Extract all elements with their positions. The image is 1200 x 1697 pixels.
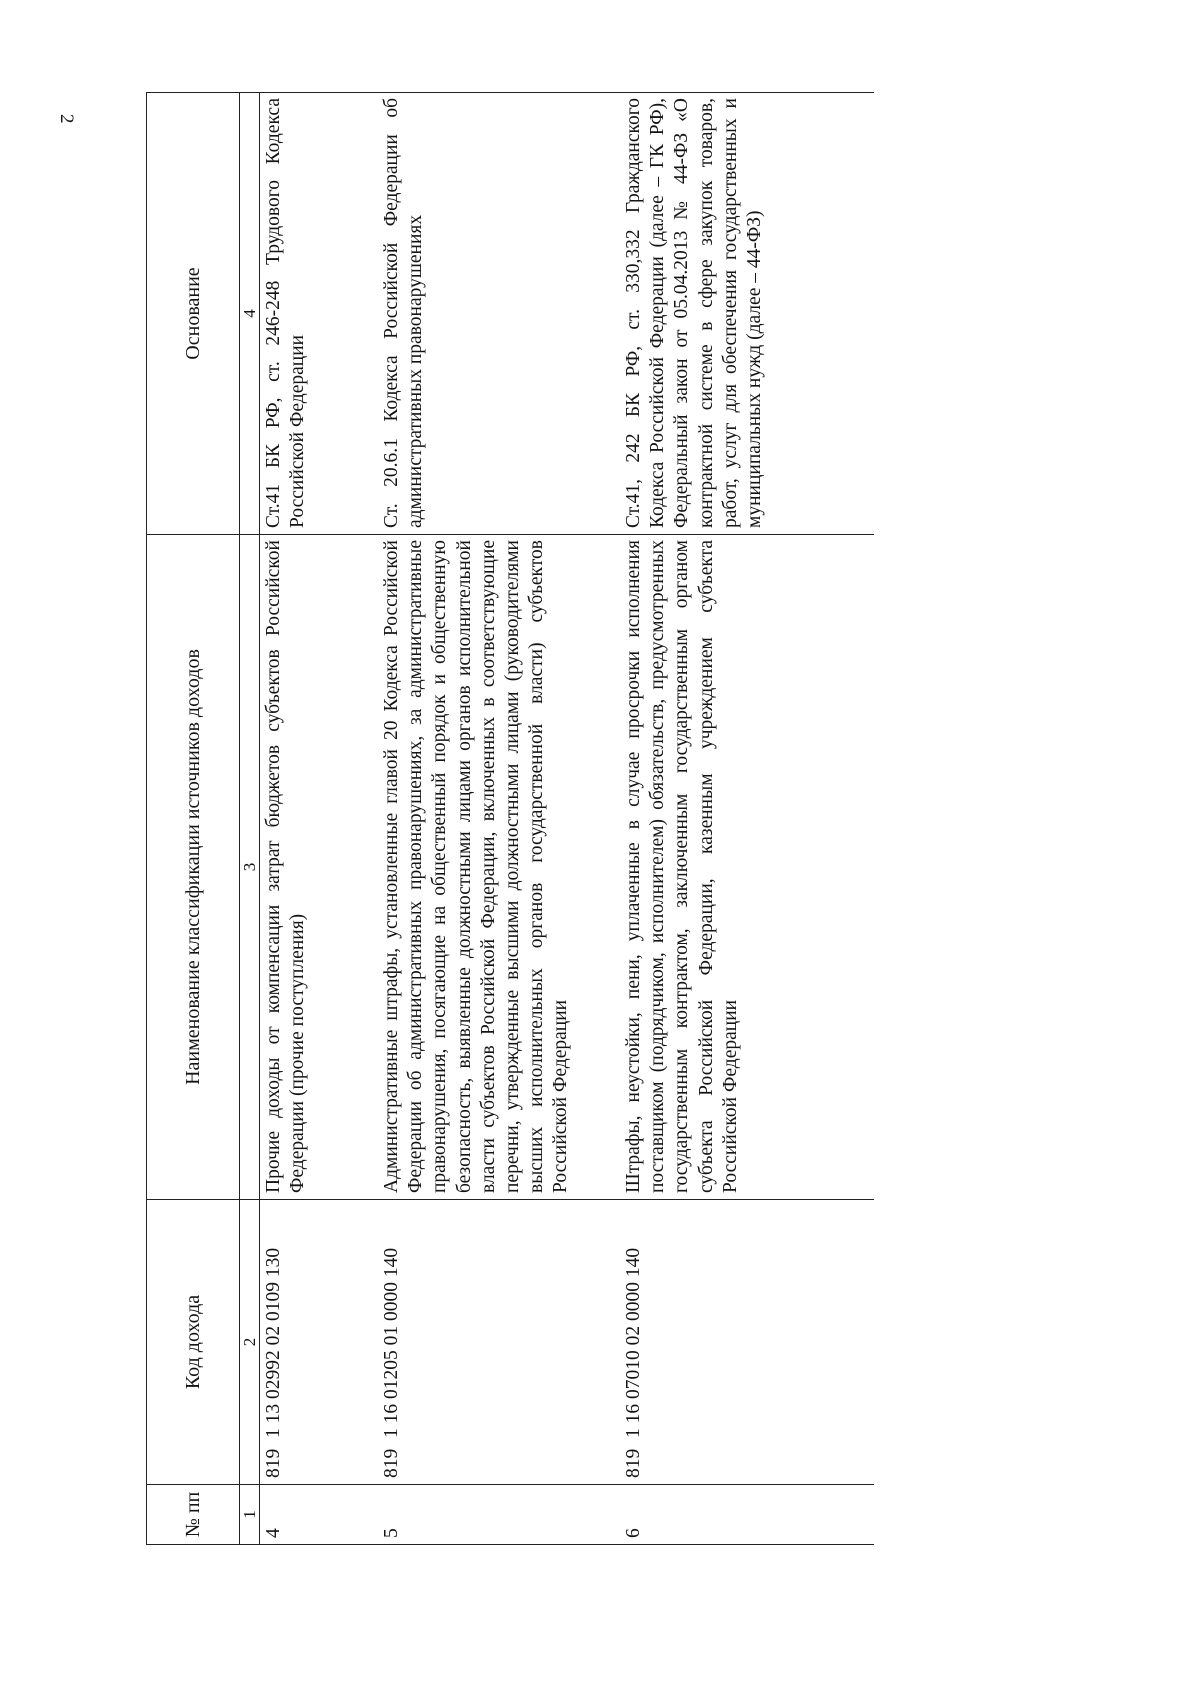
income-code-cell — [366, 1200, 608, 1485]
column-number: 2 — [240, 1200, 260, 1485]
admin-code: 819 — [381, 1448, 402, 1478]
column-number: 3 — [240, 535, 260, 1200]
admin-code: 819 — [623, 1448, 644, 1478]
table-row — [608, 93, 874, 1545]
income-name: Прочие доходы от компенсации затрат бюджетов субъектов Российской Федерации (прочие поступления) — [260, 535, 367, 1200]
header-name: Наименование классификации источников доходов — [147, 535, 240, 1200]
rotated-page-content — [146, 93, 1076, 1545]
income-code-cell — [260, 1200, 367, 1485]
row-number: 6 — [608, 1485, 874, 1545]
table-header-row — [147, 93, 240, 1545]
admin-code: 819 — [263, 1448, 284, 1478]
income-name: Административные штрафы, установленные главой 20 Кодекса Российской Федерации об административных правонарушениях, за административные правонарушения, посягающие на общественный порядок и общественную безопасность, выявленные должностными лицами органов исполнительной власти субъектов Российской Федерации, включенных в соответствующие перечни, утвержденные высшими должностными лицами (руководителями высших исполнительных органов государственной власти) субъектов Российской Федерации — [366, 535, 608, 1200]
row-number: 4 — [260, 1485, 367, 1545]
table-row — [366, 93, 608, 1545]
income-classification-table — [146, 92, 874, 1545]
header-code: Код дохода — [147, 1200, 240, 1485]
row-number: 5 — [366, 1485, 608, 1545]
legal-basis: Ст.41 БК РФ, ст. 246-248 Трудового Кодекса Российской Федерации — [260, 93, 367, 535]
legal-basis: Ст.41, 242 БК РФ, ст. 330,332 Гражданского Кодекса Российской Федерации (далее – ГК РФ), Федеральный закон от 05.04.2013 № 44-ФЗ «О контрактной системе в сфере закупок товаров, работ, услуг для обеспечения государственных и муниципальных нужд (далее – 44-ФЗ) — [608, 93, 874, 535]
income-code: 1 13 02992 02 0109 130 — [263, 1247, 284, 1438]
column-number: 4 — [240, 93, 260, 535]
income-code: 1 16 01205 01 0000 140 — [381, 1247, 402, 1438]
income-code: 1 16 07010 02 0000 140 — [623, 1247, 644, 1438]
table-row — [260, 93, 367, 1545]
column-number-row — [240, 93, 260, 1545]
header-nn: № пп — [147, 1485, 240, 1545]
legal-basis: Ст. 20.6.1 Кодекса Российской Федерации об административных правонарушениях — [366, 93, 608, 535]
header-basis: Основание — [147, 93, 240, 535]
income-code-cell — [608, 1200, 874, 1485]
income-name: Штрафы, неустойки, пени, уплаченные в случае просрочки исполнения поставщиком (подрядчиком, исполнителем) обязательств, предусмотренных государственным контрактом, заключенным государственным органом субъекта Российской Федерации, казенным учреждением субъекта Российской Федерации — [608, 535, 874, 1200]
column-number: 1 — [240, 1485, 260, 1545]
page-number: 2 — [56, 114, 77, 124]
